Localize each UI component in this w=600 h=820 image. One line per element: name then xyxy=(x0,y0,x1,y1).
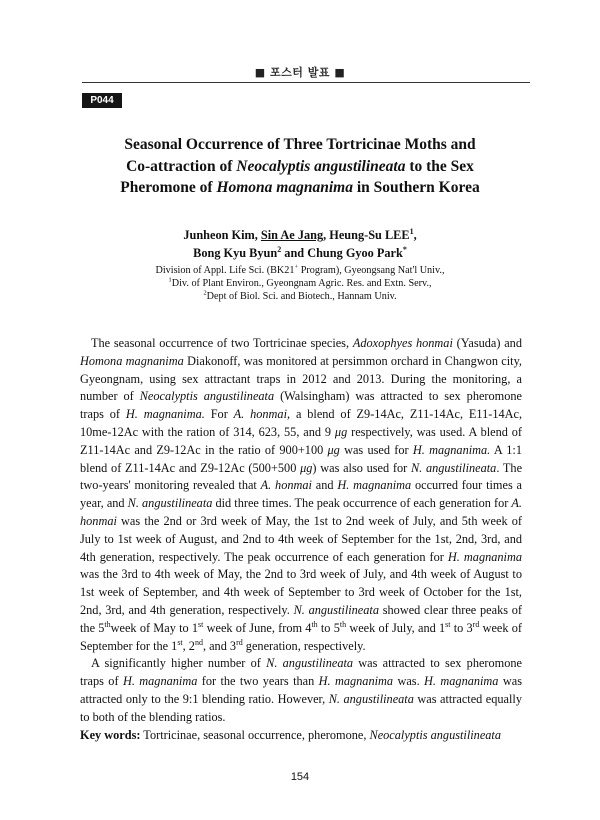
italic-run: N. angustilineata xyxy=(328,691,414,706)
author-list xyxy=(82,227,518,262)
text-run: was attracted only to the 9:1 blending ratio. However, xyxy=(80,674,522,706)
text-run: For xyxy=(204,407,234,422)
text-run: respectively, was used. A blend of Z11-14Ac and Z9-12Ac in the ratio of 900+100 xyxy=(80,424,523,457)
superscript-run: rd xyxy=(236,637,243,647)
italic-run: H. magnanima. xyxy=(125,407,205,422)
italic-run: μg xyxy=(334,424,348,439)
italic-run: H. magnanima xyxy=(122,674,198,689)
text-run: ) was also used for xyxy=(312,460,411,475)
text-run: , 2 xyxy=(182,638,195,653)
keywords xyxy=(80,727,530,743)
italic-run: Homona magnanima xyxy=(80,353,184,368)
author-4-sup: 2 xyxy=(277,244,282,254)
superscript-run: nd xyxy=(194,637,203,647)
italic-run: H. magnanima xyxy=(447,549,522,564)
title-line-2a: Co-attraction of xyxy=(126,157,237,175)
title-line-3b: in Southern Korea xyxy=(352,179,480,196)
affil-3-sup: 2 xyxy=(203,289,207,297)
italic-run: A. honmai xyxy=(260,478,312,493)
affil-2-sup: 1 xyxy=(168,276,172,284)
text-run: A significantly higher number of xyxy=(91,656,267,671)
italic-run: N. angustilineata xyxy=(410,460,497,475)
text-run: . The two-years' monitoring revealed that xyxy=(80,460,523,493)
text-run: was attracted equally to both of the blending ratios. xyxy=(80,691,522,724)
text-run: was the 2nd or 3rd week of May, the 1st to 2nd week of July, and 5th week of July to 1st week of August, and 2nd to 4th week of September for the 1st, 2nd, 3rd, and 4th generation, respectively. The peak occurrence of each generation for xyxy=(80,513,522,564)
author-3-sup: 1 xyxy=(409,226,414,236)
superscript-run: th xyxy=(339,619,347,629)
abstract-paragraph-2 xyxy=(80,655,522,726)
author-4: Bong Kyu Byun xyxy=(193,245,278,260)
text-run: was the 3rd to 4th week of May, the 2nd to 3rd week of July, and 4th week of August to 1st week of September, and 4th week of September to 3rd week of October for the 1st, 2nd, 3rd, and 4th generation, respectively. xyxy=(80,567,522,617)
title-species-1: Neocalyptis angustilineata xyxy=(236,157,406,175)
superscript-run: rd xyxy=(472,619,480,629)
author-3-comma: , xyxy=(413,228,417,242)
affiliations xyxy=(82,264,518,303)
text-run: to 5 xyxy=(317,620,340,635)
abstract-body xyxy=(80,335,522,727)
superscript-run: st xyxy=(198,619,204,629)
italic-run: N. angustilineata xyxy=(127,496,213,511)
superscript-run: th xyxy=(311,619,318,629)
title-line-3a: Pheromone of xyxy=(120,179,217,196)
page-number: 154 xyxy=(290,771,310,783)
text-run: Diakonoff, was monitored at persimmon orchard in Changwon city, Gyeongnam, using sex attractant traps in 2012 and 2013. During the monitoring, a number of xyxy=(80,353,523,404)
affil-1-sup: + xyxy=(294,263,299,271)
author-2: Sin Ae Jang xyxy=(260,228,324,242)
text-run: was attracted to sex pheromone traps of xyxy=(80,656,522,689)
text-run: The seasonal occurrence of two Tortricinae species, xyxy=(91,336,353,350)
title-species-2: Homona magnanima xyxy=(216,179,353,196)
text-run: for the two years than xyxy=(197,674,319,689)
text-run: a blend of Z9-14Ac, Z11-14Ac, E11-14Ac, 10me-12Ac with the ration of 314, 623, 55, and 9 xyxy=(80,407,523,439)
text-run: and xyxy=(311,478,338,493)
text-run: showed clear three peaks of the 5 xyxy=(80,602,522,635)
text-run: occurred four times a year, and xyxy=(80,478,522,511)
author-5: and Chung Gyoo Park xyxy=(281,245,403,260)
superscript-run: st xyxy=(177,637,183,647)
italic-run: N. angustilineata xyxy=(266,656,354,671)
italic-run: Neocalyptis angustilineata xyxy=(139,389,275,404)
author-3: , Heung-Su LEE xyxy=(323,228,410,242)
keywords-species: Neocalyptis angustilineata xyxy=(369,728,501,742)
text-run: week of July, and 1 xyxy=(346,620,446,635)
superscript-run: th xyxy=(104,619,111,629)
text-run: was. xyxy=(393,674,425,689)
abstract-paragraph-1 xyxy=(80,335,522,655)
text-run: week of May to 1 xyxy=(110,620,199,635)
text-run: to 3 xyxy=(450,620,473,635)
paper-title xyxy=(82,134,518,199)
italic-run: A. honmai xyxy=(80,496,522,528)
section-title: 포스터 발표 xyxy=(270,66,330,79)
italic-run: Adoxophyes honmai xyxy=(352,336,453,350)
italic-run: N. angustilineata xyxy=(293,602,379,617)
italic-run: μg xyxy=(327,442,340,457)
italic-run: μg xyxy=(300,460,313,475)
text-run: (Yasuda) and xyxy=(452,336,522,350)
section-header xyxy=(0,64,600,80)
italic-run: A. honmai, xyxy=(233,407,291,422)
author-5-sup: * xyxy=(402,244,407,254)
text-run: week of June, from 4 xyxy=(203,620,312,635)
affil-1a: Division of Appl. Life Sci. (BK21 xyxy=(155,265,295,276)
italic-run: H. magnanima xyxy=(424,674,499,689)
poster-id-badge: P044 xyxy=(82,93,122,108)
affil-1b: Program), Gyeongsang Nat'l Univ., xyxy=(298,265,445,276)
header-left-mark: ■ xyxy=(254,66,266,79)
italic-run: H. magnanima xyxy=(337,478,412,493)
title-line-2b: to the Sex xyxy=(405,157,474,175)
text-run: , and 3 xyxy=(202,638,237,653)
text-run: generation, respectively. xyxy=(242,638,366,653)
text-run: did three times. The peak occurrence of each generation for xyxy=(212,496,512,511)
author-1: Junheon Kim, xyxy=(183,228,261,242)
text-run: was used for xyxy=(339,442,413,457)
header-rule xyxy=(82,82,530,83)
keywords-label: Key words: xyxy=(80,728,141,742)
text-run: A 1:1 blend of Z11-14Ac and Z9-12Ac (500+500 xyxy=(80,442,522,475)
italic-run: H. magnanima xyxy=(318,674,394,689)
superscript-run: st xyxy=(445,619,451,629)
title-line-1: Seasonal Occurrence of Three Tortricinae Moths and xyxy=(124,136,476,153)
header-right-mark: ■ xyxy=(334,66,346,79)
text-run: week of September for the 1 xyxy=(80,620,522,653)
italic-run: H. magnanima. xyxy=(412,442,491,457)
affil-3: Dept of Biol. Sci. and Biotech., Hannam Univ. xyxy=(206,291,397,302)
keywords-text: Tortricinae, seasonal occurrence, pheromone, xyxy=(140,728,370,742)
text-run: (Walsingham) was attracted to sex pheromone traps of xyxy=(80,389,522,422)
affil-2: Div. of Plant Environ., Gyeongnam Agric. Res. and Extn. Serv., xyxy=(171,278,432,289)
